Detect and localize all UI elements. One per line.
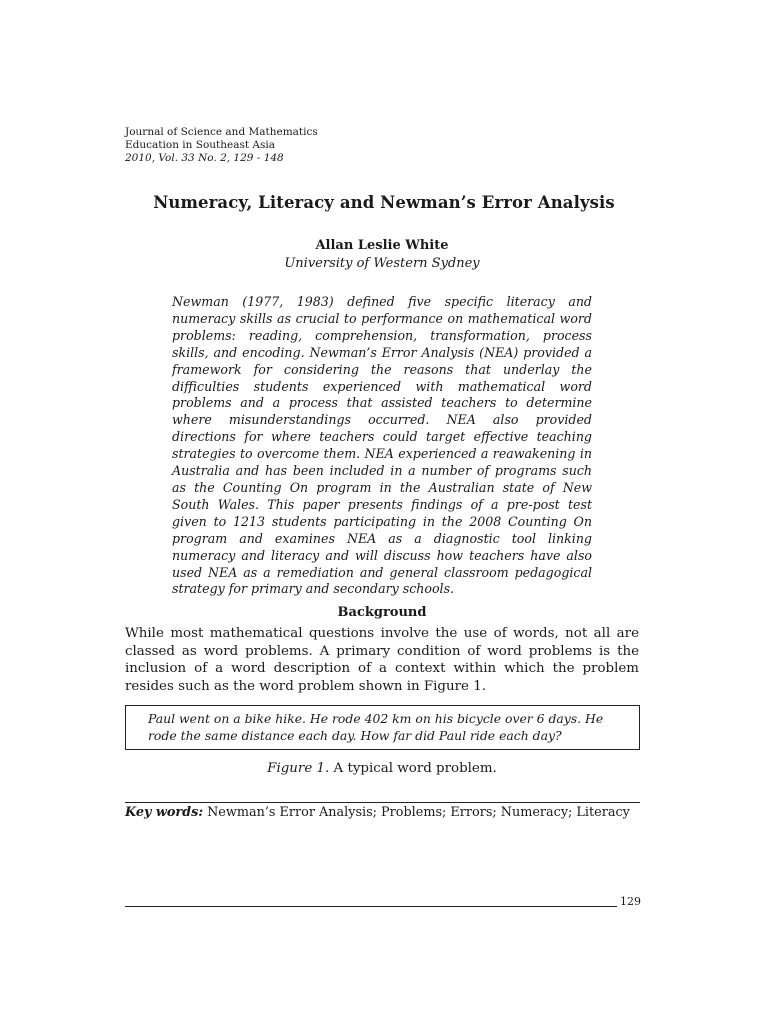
keywords-divider	[125, 802, 640, 803]
page-number: 129	[620, 895, 641, 908]
figure-caption-text: . A typical word problem.	[325, 761, 497, 776]
keywords-label: Key words:	[125, 805, 204, 820]
section-heading-background: Background	[337, 605, 427, 620]
footer-divider	[125, 906, 617, 907]
journal-name-line-2: Education in Southeast Asia	[125, 139, 276, 151]
word-problem-text: Paul went on a bike hike. He rode 402 km on his bicycle over 6 days. He rode the same distance each day. How far did Paul ride each day?	[148, 711, 604, 743]
abstract-paragraph: Newman (1977, 1983) defined five specific literacy and numeracy skills as crucial to performance on mathematical word problems: reading, comprehension, transformation, process skills, and encoding. Newman’s Error Analysis (NEA) provided a framework for considering the reasons that underlay the difficulties students experienced with mathematical word problems and a process that assisted teachers to determine where misunderstandings occurred. NEA also provided directions for where teachers could target effective teaching strategies to overcome them. NEA experienced a reawakening in Australia and has been included in a number of programs such as the Counting On program in the Australian state of New South Wales. This paper presents findings of a pre-post test given to 1213 students participating in the 2008 Counting On program and examines NEA as a diagnostic tool linking numeracy and literacy and will discuss how teachers have also used NEA as a remediation and general classroom pedagogical strategy for primary and secondary schools.	[172, 294, 592, 597]
author-name: Allan Leslie White	[315, 238, 449, 253]
figure-caption-label: Figure 1	[267, 761, 326, 776]
background-paragraph: While most mathematical questions involve the use of words, not all are classed as word problems. A primary condition of word problems is the inclusion of a word description of a context within which the problem resides such as the word problem shown in Figure 1.	[125, 626, 639, 695]
author-affiliation: University of Western Sydney	[284, 256, 480, 271]
article-title: Numeracy, Literacy and Newman’s Error Analysis	[153, 193, 615, 212]
keywords-text: Newman’s Error Analysis; Problems; Errors; Numeracy; Literacy	[203, 805, 630, 820]
keywords-line	[125, 805, 645, 820]
figure-caption	[0, 761, 764, 776]
figure-1-box	[125, 705, 640, 750]
journal-citation: 2010, Vol. 33 No. 2, 129 - 148	[125, 152, 284, 164]
journal-header	[125, 126, 318, 165]
journal-name-line-1: Journal of Science and Mathematics	[125, 126, 318, 138]
